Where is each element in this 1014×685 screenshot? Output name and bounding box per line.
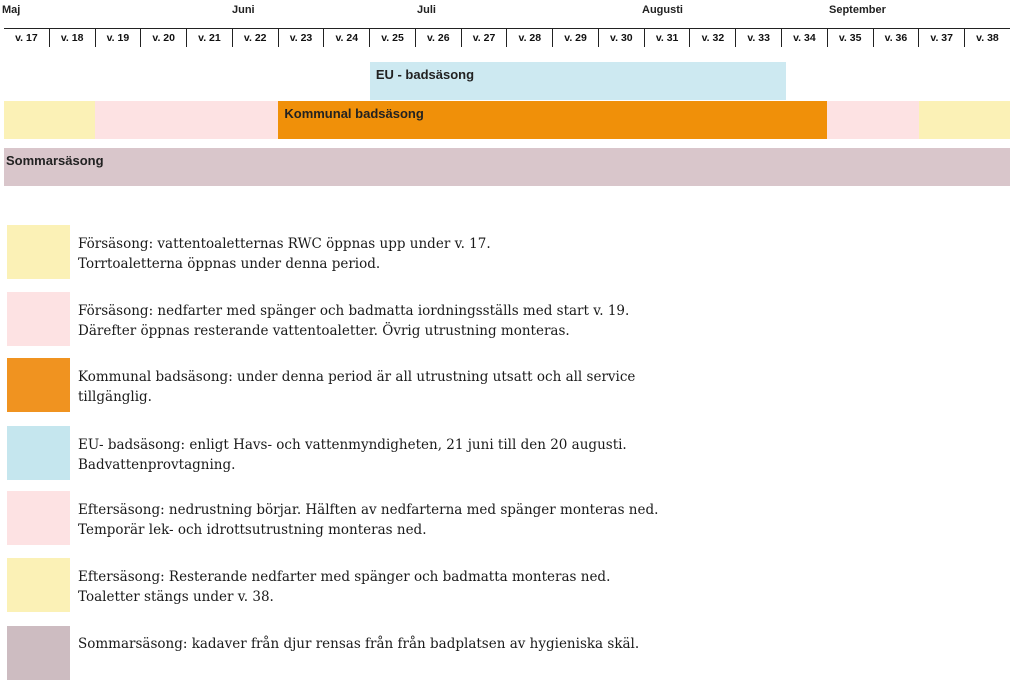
legend-text [78, 367, 778, 407]
week-label: v. 24 [324, 29, 370, 47]
legend-swatch [7, 491, 70, 545]
week-label: v. 38 [976, 32, 999, 44]
season-bar-post2 [919, 101, 1010, 139]
week-label: v. 23 [279, 29, 325, 47]
legend-text-line: Eftersäsong: Resterande nedfarter med spänger och badmatta monteras ned. [78, 569, 611, 585]
legend-swatch [7, 626, 70, 680]
week-label: v. 25 [370, 29, 416, 47]
week-label: v. 31 [645, 29, 691, 47]
legend-text-line: Eftersäsong: nedrustning börjar. Hälften av nedfarterna med spänger monteras ned. [78, 502, 659, 518]
legend-text [78, 435, 778, 475]
month-label-maj: Maj [2, 4, 21, 16]
bar-label-sommar: Sommarsäsong [6, 153, 104, 168]
legend-text-line: tillgänglig. [78, 389, 152, 405]
week-label: v. 28 [507, 29, 553, 47]
legend-item [7, 426, 1007, 482]
legend-item [7, 491, 1007, 547]
month-label-juni: Juni [232, 4, 255, 16]
week-label: v. 22 [233, 29, 279, 47]
legend-item [7, 626, 1007, 682]
week-label: v. 35 [828, 29, 874, 47]
legend-item [7, 225, 1007, 281]
week-label: v. 36 [874, 29, 920, 47]
week-label: v. 21 [187, 29, 233, 47]
week-label: v. 30 [599, 29, 645, 47]
week-label: v. 19 [96, 29, 142, 47]
legend-text [78, 301, 778, 341]
week-label: v. 20 [141, 29, 187, 47]
legend-swatch [7, 426, 70, 480]
month-label-juli: Juli [417, 4, 436, 16]
month-label-september: September [829, 4, 886, 16]
legend-text-line: Temporär lek- och idrottsutrustning monteras ned. [78, 522, 427, 538]
week-label: v. 32 [690, 29, 736, 47]
week-label: v. 37 [919, 29, 965, 47]
legend-text [78, 500, 778, 540]
legend-text-line: Kommunal badsäsong: under denna period är all utrustning utsatt och all service [78, 369, 636, 385]
legend-swatch [7, 558, 70, 612]
season-timeline-chart [0, 0, 1014, 200]
legend-swatch [7, 225, 70, 279]
season-bar-pre2 [95, 101, 278, 139]
week-axis [4, 28, 1010, 47]
legend-text-line: Badvattenprovtagning. [78, 457, 236, 473]
legend-text-line: Sommarsäsong: kadaver från djur rensas från från badplatsen av hygieniska skäl. [78, 636, 640, 652]
week-label: v. 26 [416, 29, 462, 47]
legend-item [7, 292, 1007, 348]
legend-text-line: Torrtoaletterna öppnas under denna period. [78, 256, 381, 272]
bar-label-kommunal: Kommunal badsäsong [284, 106, 424, 121]
legend-text [78, 234, 778, 274]
week-label: v. 29 [553, 29, 599, 47]
week-label: v. 17 [4, 29, 50, 47]
month-label-augusti: Augusti [642, 4, 683, 16]
legend-swatch [7, 358, 70, 412]
legend-swatch [7, 292, 70, 346]
legend-text-line: Toaletter stängs under v. 38. [78, 589, 274, 605]
legend-text [78, 634, 778, 654]
legend-text-line: Därefter öppnas resterande vattentoaletter. Övrig utrustning monteras. [78, 323, 570, 339]
legend-text-line: EU- badsäsong: enligt Havs- och vattenmyndigheten, 21 juni till den 20 augusti. [78, 437, 627, 453]
legend-text-line: Försäsong: nedfarter med spänger och badmatta iordningsställs med start v. 19. [78, 303, 630, 319]
week-label: v. 34 [782, 29, 828, 47]
week-label: v. 27 [462, 29, 508, 47]
legend-text [78, 567, 778, 607]
bar-label-eu: EU - badsäsong [375, 67, 475, 82]
week-label: v. 18 [50, 29, 96, 47]
week-label: v. 33 [736, 29, 782, 47]
season-bar-sommar [4, 148, 1010, 186]
legend-text-line: Försäsong: vattentoaletternas RWC öppnas upp under v. 17. [78, 236, 491, 252]
legend-item [7, 358, 1007, 414]
season-bar-post1 [827, 101, 918, 139]
legend-item [7, 558, 1007, 614]
season-bar-pre1 [4, 101, 95, 139]
